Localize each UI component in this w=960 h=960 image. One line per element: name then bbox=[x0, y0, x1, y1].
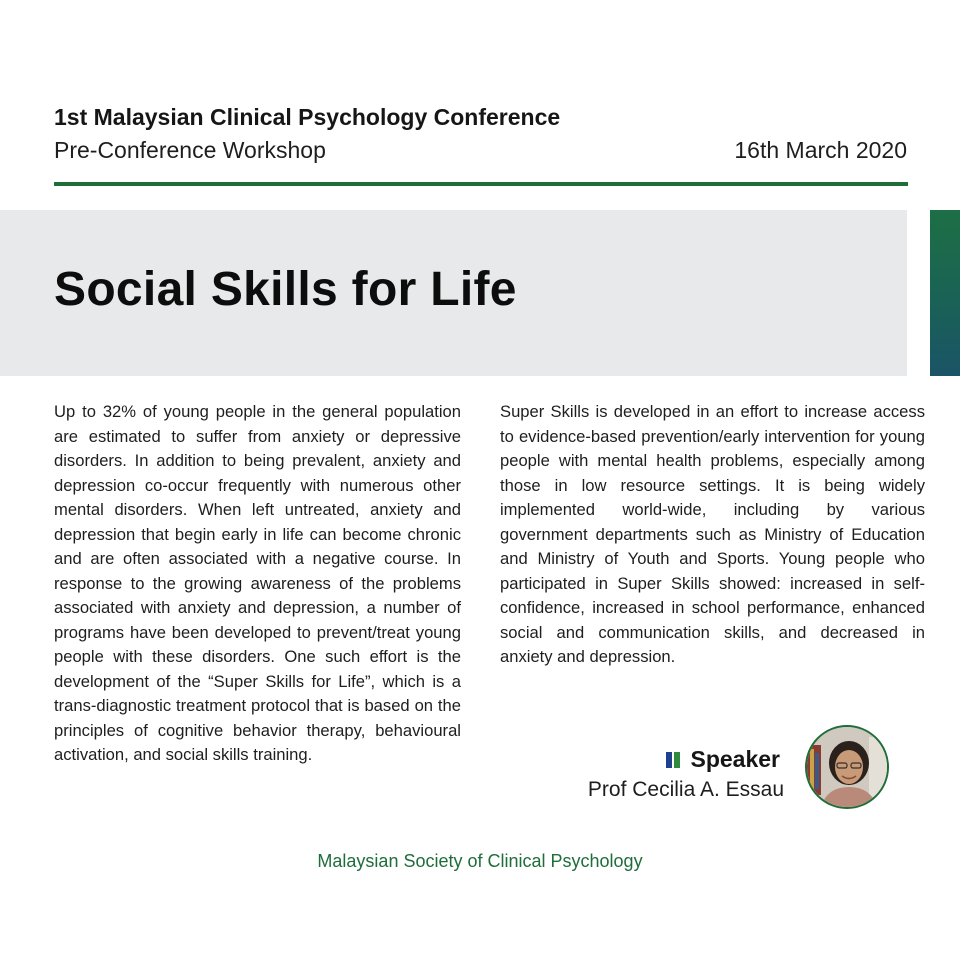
speaker-heading bbox=[666, 746, 780, 773]
conference-title: 1st Malaysian Clinical Psychology Conference bbox=[54, 104, 561, 130]
speaker-portrait-icon bbox=[807, 727, 887, 807]
flag-icon bbox=[666, 752, 682, 768]
speaker-photo bbox=[805, 725, 889, 809]
organization-footer: Malaysian Society of Clinical Psychology bbox=[317, 851, 643, 871]
description-left-column: Up to 32% of young people in the general population are estimated to suffer from anxiety or depressive disorders. In addition to being prevalent, anxiety and depression co-occur frequently with numerous other mental disorders. When left untreated, anxiety and depression that begin early in life can become chronic and are often associated with a negative course. In response to the growing awareness of the problems associated with anxiety and depression, a number of programs have been developed to prevent/treat young people with these disorders. One such effort is the development of the “Super Skills for Life”, which is a trans-diagnostic treatment protocol that is based on the principles of cognitive behavior therapy, behavioural activation, and social skills training. bbox=[54, 402, 461, 764]
description-right-column: Super Skills is developed in an effort to increase access to evidence-based prevention/early intervention for young people with mental health problems, especially among those in low resource settings. It is being widely implemented world-wide, including by various government departments such as Ministry of Education and Ministry of Youth and Sports. Young people who participated in Super Skills showed: increased in self-confidence, increased in school performance, enhanced social and communication skills, and decreased in anxiety and depression. bbox=[500, 402, 925, 666]
speaker-name: Prof Cecilia A. Essau bbox=[587, 778, 784, 801]
page-title: Social Skills for Life bbox=[54, 263, 517, 316]
header-divider bbox=[54, 182, 908, 186]
accent-side-bar bbox=[930, 210, 960, 376]
workshop-subtitle: Pre-Conference Workshop bbox=[54, 137, 326, 163]
event-date: 16th March 2020 bbox=[734, 137, 907, 163]
speaker-label: Speaker bbox=[690, 746, 780, 772]
